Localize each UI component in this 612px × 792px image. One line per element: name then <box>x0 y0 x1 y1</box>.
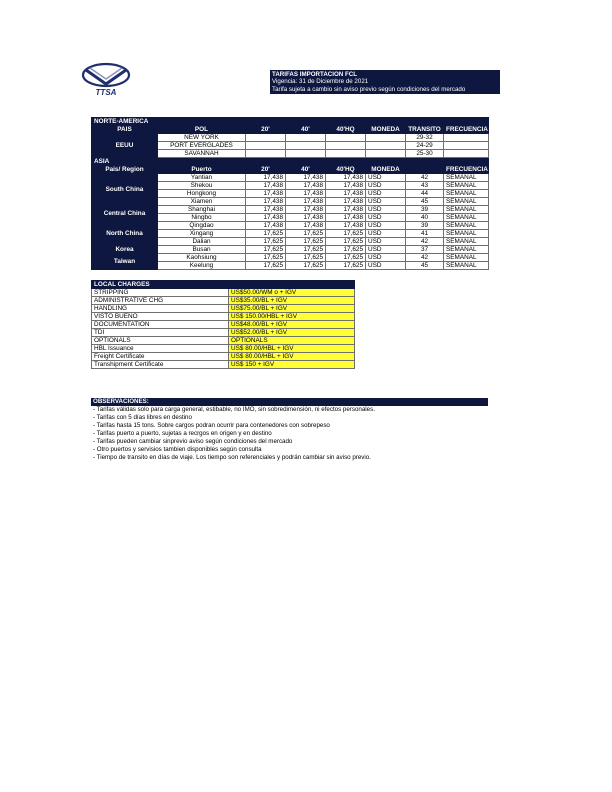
currency-cell: USD <box>366 198 406 206</box>
rate-20-cell: 17,625 <box>246 230 286 238</box>
rate-20-cell: 17,438 <box>246 214 286 222</box>
rate-40hq-cell: 17,438 <box>326 190 366 198</box>
transit-cell: 25-30 <box>406 150 444 158</box>
local-charges-title: LOCAL CHARGES <box>92 281 229 289</box>
frequency-cell: SEMANAL <box>444 238 489 246</box>
rates-table <box>91 117 489 270</box>
port-cell: Shekou <box>158 182 246 190</box>
table-row <box>92 174 489 182</box>
list-item: - Tarifas pueden cambiar sinprevio aviso según condiciones del mercado <box>93 437 293 445</box>
charge-label: STRIPPING <box>92 289 229 297</box>
frequency-cell: SEMANAL <box>444 262 489 270</box>
empty-cell <box>444 150 489 158</box>
section-row <box>92 281 355 289</box>
rate-40hq-cell: 17,438 <box>326 222 366 230</box>
currency-cell: USD <box>366 246 406 254</box>
empty-cell <box>286 142 326 150</box>
rate-40hq-cell: 17,625 <box>326 262 366 270</box>
section-label: NORTE-AMERICA <box>92 118 489 126</box>
rate-40-cell: 17,625 <box>286 262 326 270</box>
column-header <box>406 166 444 174</box>
column-header: Pais/ Region <box>92 166 158 174</box>
currency-cell: USD <box>366 206 406 214</box>
port-cell: Shanghai <box>158 206 246 214</box>
column-header: 40'HQ <box>326 126 366 134</box>
validity-text: Vigencia: 31 de Diciembre de 2021 <box>272 78 369 86</box>
charge-label: HBL Issuance <box>92 345 229 353</box>
table-row <box>92 329 355 337</box>
port-cell: Keelung <box>158 262 246 270</box>
rate-40hq-cell: 17,438 <box>326 214 366 222</box>
list-item: - Tarifas con 5 días libres en destino <box>93 413 192 421</box>
rate-20-cell: 17,438 <box>246 198 286 206</box>
frequency-cell: SEMANAL <box>444 230 489 238</box>
rate-40hq-cell: 17,438 <box>326 206 366 214</box>
rate-20-cell: 17,625 <box>246 254 286 262</box>
rate-40-cell: 17,438 <box>286 222 326 230</box>
empty-cell <box>366 134 406 142</box>
observations-section <box>91 398 488 462</box>
rate-20-cell: 17,625 <box>246 262 286 270</box>
company-logo <box>80 62 132 98</box>
list-item: - Tarifas hasta 15 tons. Sobre cargos podran ocurrir para contenedores con sobrepeso <box>93 421 330 429</box>
rate-40hq-cell: 17,625 <box>326 254 366 262</box>
section-label: ASIA <box>92 158 489 166</box>
empty-cell <box>286 134 326 142</box>
tariff-title: TARIFAS IMPORTACION FCL <box>272 71 358 78</box>
empty-cell <box>326 134 366 142</box>
transit-cell: 44 <box>406 190 444 198</box>
column-header: FRECUENCIA <box>444 166 489 174</box>
currency-cell: USD <box>366 174 406 182</box>
charge-label: Transhipment Certificate <box>92 361 229 369</box>
transit-cell: 37 <box>406 246 444 254</box>
frequency-cell: SEMANAL <box>444 182 489 190</box>
transit-cell: 41 <box>406 230 444 238</box>
table-row <box>92 134 489 142</box>
frequency-cell: SEMANAL <box>444 222 489 230</box>
charge-value: US$ 150 + IGV <box>229 361 355 369</box>
column-header: 40' <box>286 126 326 134</box>
rate-20-cell: 17,438 <box>246 222 286 230</box>
rate-40hq-cell: 17,625 <box>326 230 366 238</box>
frequency-cell: SEMANAL <box>444 198 489 206</box>
transit-cell: 24-29 <box>406 142 444 150</box>
header-row <box>92 126 489 134</box>
empty-cell <box>326 150 366 158</box>
transit-cell: 39 <box>406 206 444 214</box>
table-row <box>92 206 489 214</box>
charge-label: HANDLING <box>92 305 229 313</box>
charge-label: ADMINISTRATIVE CHG <box>92 297 229 305</box>
logo-text: TTSA <box>95 88 117 97</box>
frequency-cell: SEMANAL <box>444 174 489 182</box>
charge-value: US$ 80.00/HBL + IGV <box>229 345 355 353</box>
port-cell: Kaohsiung <box>158 254 246 262</box>
port-cell: Busan <box>158 246 246 254</box>
empty-cell <box>246 134 286 142</box>
list-item: - Otro puertos y servisios tambien disponibles según consulta <box>93 446 262 454</box>
column-header: 40' <box>286 166 326 174</box>
port-cell: Dalian <box>158 238 246 246</box>
market-note: Tarifa sujeta a cambio sin aviso previo según condiciones del mercado <box>272 85 466 93</box>
observations-list <box>91 406 488 463</box>
charge-value: US$50.00/WM o + IGV <box>229 289 355 297</box>
charge-label: TDI <box>92 329 229 337</box>
transit-cell: 29-32 <box>406 134 444 142</box>
empty-cell <box>246 150 286 158</box>
currency-cell: USD <box>366 222 406 230</box>
column-header: 20' <box>246 166 286 174</box>
column-header: PAIS <box>92 126 158 134</box>
currency-cell: USD <box>366 238 406 246</box>
frequency-cell: SEMANAL <box>444 246 489 254</box>
transit-cell: 42 <box>406 254 444 262</box>
rate-20-cell: 17,438 <box>246 182 286 190</box>
currency-cell: USD <box>366 262 406 270</box>
port-cell: Xiamen <box>158 198 246 206</box>
rate-20-cell: 17,625 <box>246 238 286 246</box>
rate-40-cell: 17,438 <box>286 198 326 206</box>
region-cell: Korea <box>92 246 158 254</box>
region-cell: Taiwan <box>92 254 158 270</box>
pol-cell: SAVANNAH <box>158 150 246 158</box>
column-header: MONEDA <box>366 126 406 134</box>
empty-cell <box>444 142 489 150</box>
pol-cell: NEW YORK <box>158 134 246 142</box>
empty-cell <box>366 150 406 158</box>
port-cell: Hongkong <box>158 190 246 198</box>
table-row <box>92 222 489 230</box>
empty-cell <box>286 150 326 158</box>
column-header: FRECUENCIA <box>444 126 489 134</box>
table-row <box>92 321 355 329</box>
currency-cell: USD <box>366 214 406 222</box>
empty-cell <box>246 142 286 150</box>
pol-cell: PORT EVERGLADES <box>158 142 246 150</box>
rate-40-cell: 17,438 <box>286 214 326 222</box>
list-item: - Tiempo de transito en días de viaje. Los tiempo son referenciales y podrán cambiar sin aviso previo. <box>93 454 371 462</box>
list-item: - Tarifas puerto a puerto, sujetas a recrgos en origen y en destino <box>93 429 272 437</box>
rate-40-cell: 17,438 <box>286 182 326 190</box>
charge-value: US$48.00/BL + IGV <box>229 321 355 329</box>
rate-20-cell: 17,438 <box>246 174 286 182</box>
column-header: 40'HQ <box>326 166 366 174</box>
table-row <box>92 289 355 297</box>
rate-20-cell: 17,438 <box>246 190 286 198</box>
charge-value: US$ 80.00/HBL + IGV <box>229 353 355 361</box>
rate-40-cell: 17,438 <box>286 174 326 182</box>
rate-40-cell: 17,625 <box>286 246 326 254</box>
charge-value: OPTIONALS <box>229 337 355 345</box>
empty-cell <box>229 281 355 289</box>
rate-40-cell: 17,438 <box>286 206 326 214</box>
table-row <box>92 313 355 321</box>
rate-40-cell: 17,438 <box>286 190 326 198</box>
port-cell: Yantian <box>158 174 246 182</box>
section-row <box>92 158 489 166</box>
currency-cell: USD <box>366 190 406 198</box>
table-row <box>92 353 355 361</box>
transit-cell: 42 <box>406 174 444 182</box>
header-row <box>92 166 489 174</box>
section-row <box>92 118 489 126</box>
rate-40hq-cell: 17,438 <box>326 198 366 206</box>
frequency-cell: SEMANAL <box>444 206 489 214</box>
rate-40hq-cell: 17,625 <box>326 246 366 254</box>
frequency-cell: SEMANAL <box>444 214 489 222</box>
rate-20-cell: 17,438 <box>246 206 286 214</box>
empty-cell <box>326 142 366 150</box>
currency-cell: USD <box>366 182 406 190</box>
charge-label: Freight Certificate <box>92 353 229 361</box>
column-header: POL <box>158 126 246 134</box>
rate-20-cell: 17,625 <box>246 246 286 254</box>
charge-label: OPTIONALS <box>92 337 229 345</box>
tariff-header <box>270 70 500 94</box>
transit-cell: 43 <box>406 182 444 190</box>
region-cell: South China <box>92 174 158 206</box>
transit-cell: 45 <box>406 198 444 206</box>
empty-cell <box>366 142 406 150</box>
rate-40hq-cell: 17,438 <box>326 174 366 182</box>
transit-cell: 39 <box>406 222 444 230</box>
column-header: MONEDA <box>366 166 406 174</box>
port-cell: Ningbo <box>158 214 246 222</box>
rate-40-cell: 17,625 <box>286 254 326 262</box>
port-cell: Xingang <box>158 230 246 238</box>
column-header: TRANSITO <box>406 126 444 134</box>
region-cell: North China <box>92 222 158 246</box>
table-row <box>92 305 355 313</box>
rate-40-cell: 17,625 <box>286 230 326 238</box>
transit-cell: 40 <box>406 214 444 222</box>
charge-value: US$75.00/BL + IGV <box>229 305 355 313</box>
table-row <box>92 361 355 369</box>
currency-cell: USD <box>366 254 406 262</box>
charge-label: DOCUMENTATION <box>92 321 229 329</box>
rate-40-cell: 17,625 <box>286 238 326 246</box>
charge-label: VISTO BUENO <box>92 313 229 321</box>
region-cell: Central China <box>92 206 158 222</box>
charge-value: US$ 150.00/HBL + IGV <box>229 313 355 321</box>
charge-value: US$35.00/BL + IGV <box>229 297 355 305</box>
frequency-cell: SEMANAL <box>444 190 489 198</box>
frequency-cell: SEMANAL <box>444 254 489 262</box>
rate-40hq-cell: 17,438 <box>326 182 366 190</box>
port-cell: Qingdao <box>158 222 246 230</box>
currency-cell: USD <box>366 230 406 238</box>
column-header: 20' <box>246 126 286 134</box>
table-row <box>92 345 355 353</box>
charge-value: US$52.00/BL + IGV <box>229 329 355 337</box>
table-row <box>92 254 489 262</box>
table-row <box>92 337 355 345</box>
list-item: - Tarifas válidas solo para carga general, estibable, no IMO, sin sobredimensión, ni efectos personales. <box>93 405 375 413</box>
empty-cell <box>444 134 489 142</box>
local-charges-table <box>91 280 355 369</box>
observations-title: OBSERVACIONES: <box>91 398 488 406</box>
transit-cell: 45 <box>406 262 444 270</box>
country-cell: EEUU <box>92 134 158 158</box>
transit-cell: 42 <box>406 238 444 246</box>
column-header: Puerto <box>158 166 246 174</box>
rate-40hq-cell: 17,625 <box>326 238 366 246</box>
table-row <box>92 246 489 254</box>
table-row <box>92 297 355 305</box>
